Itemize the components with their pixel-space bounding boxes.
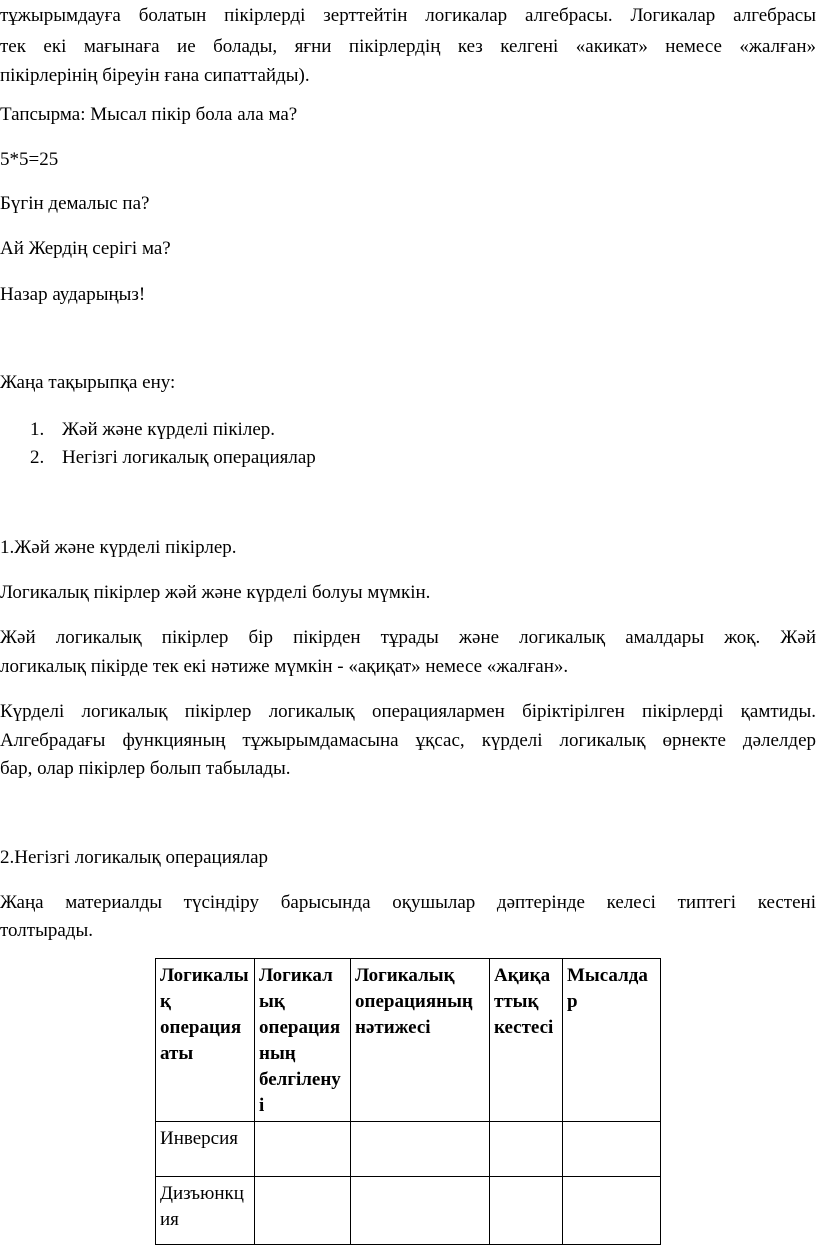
section1-paragraph-line: бар, олар пікірлер болып табылады. bbox=[0, 758, 291, 779]
column-header: Ақиқаттық кестесі bbox=[490, 959, 563, 1122]
table-cell bbox=[351, 1122, 490, 1177]
column-header: Мысалдар bbox=[563, 959, 661, 1122]
example-statement: 5*5=25 bbox=[0, 149, 59, 170]
table-cell bbox=[255, 1177, 351, 1245]
table-cell bbox=[351, 1177, 490, 1245]
new-topic-heading: Жаңа тақырыпқа ену: bbox=[0, 372, 176, 393]
table-cell: Дизъюнкция bbox=[156, 1177, 255, 1245]
intro-paragraph-line: пікірлерінің біреуін ғана сипаттайды). bbox=[0, 65, 310, 86]
task-question: Тапсырма: Мысал пікір бола ала ма? bbox=[0, 104, 298, 125]
section1-paragraph: Логикалық пікірлер жәй және күрделі болуы мүмкін. bbox=[0, 582, 431, 603]
list-item-number: 1. bbox=[30, 419, 45, 440]
column-header: Логикалық операция аты bbox=[156, 959, 255, 1122]
table-cell bbox=[563, 1122, 661, 1177]
list-item-text: Негізгі логикалық операциялар bbox=[62, 447, 316, 468]
example-statement: Ай Жердің серігі ма? bbox=[0, 238, 171, 259]
column-header: Логикалық операцияның нәтижесі bbox=[351, 959, 490, 1122]
section1-paragraph-line: Күрделі логикалық пікірлер логикалық операциялармен біріктірілген пікірлерді қамтиды. bbox=[0, 701, 816, 722]
table-row bbox=[156, 1177, 661, 1245]
intro-paragraph-line: тек екі мағынаға ие болады, яғни пікірлердің кез келгені «акикат» немесе «жалған» bbox=[0, 36, 816, 57]
table-header-row bbox=[156, 959, 661, 1122]
section2-paragraph-line: толтырады. bbox=[0, 920, 93, 941]
section1-paragraph-line: Жәй логикалық пікірлер бір пікірден тұрады және логикалық амалдары жоқ. Жәй bbox=[0, 627, 816, 648]
section2-heading: 2.Негізгі логикалық операциялар bbox=[0, 847, 269, 868]
section1-heading: 1.Жәй және күрделі пікірлер. bbox=[0, 537, 237, 558]
section1-paragraph-line: логикалық пікірде тек екі нәтиже мүмкін - «ақиқат» немесе «жалған». bbox=[0, 656, 569, 677]
table-cell bbox=[490, 1122, 563, 1177]
list-item-text: Жәй және күрделі пікілер. bbox=[62, 419, 275, 440]
intro-paragraph-line: тұжырымдауға болатын пікірлерді зерттейтін логикалар алгебрасы. Логикалар алгебрасы bbox=[0, 5, 816, 26]
example-statement: Бүгін демалыс па? bbox=[0, 193, 150, 214]
column-header: Логикалық операцияның белгіленуі bbox=[255, 959, 351, 1122]
section2-paragraph-line: Жаңа материалды түсіндіру барысында оқушылар дәптерінде келесі типтегі кестені bbox=[0, 892, 816, 913]
table-cell bbox=[490, 1177, 563, 1245]
logic-operations-table bbox=[155, 958, 661, 1245]
table-row bbox=[156, 1122, 661, 1177]
table-cell: Инверсия bbox=[156, 1122, 255, 1177]
attention-note: Назар аударыңыз! bbox=[0, 284, 146, 305]
table-cell bbox=[563, 1177, 661, 1245]
section1-paragraph-line: Алгебрадағы функцияның тұжырымдамасына ұқсас, күрделі логикалық өрнекте дәлелдер bbox=[0, 730, 816, 751]
list-item-number: 2. bbox=[30, 447, 45, 468]
table-cell bbox=[255, 1122, 351, 1177]
